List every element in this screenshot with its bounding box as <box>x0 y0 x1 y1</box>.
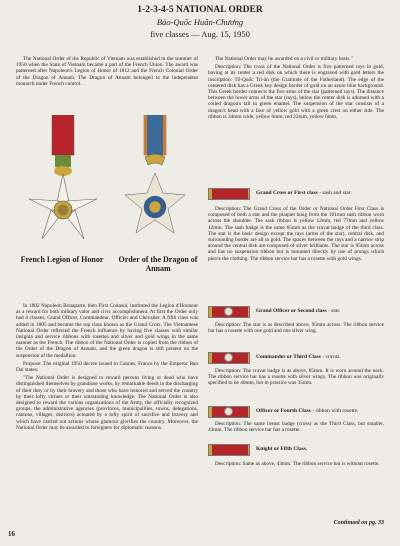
class-name: Commander or Third Class <box>256 354 321 360</box>
class-detail: - ribbon with rosette. <box>310 408 359 414</box>
rosette-icon <box>224 307 233 316</box>
rosette-icon <box>224 407 233 416</box>
third-class-paragraph: Description: The cravat badge is as above, 65mm. It is worn around the neck. The ribbon service bar has a rosette with silver wings. The ribbon was originally specified to be 40mm, but in practice was 35mm. <box>208 368 384 387</box>
cross-description-paragraph: Description: The cross of the National Order is five patterned rays in gold, having at its center a red disk on which there is engraved with gold letters the inscription: Tổ-Quốc Tri-ân (the Gratitude of the Fatherland). The edge of the centered disk has a Greek key design border of gold on an azure blue background. This Greek border connects the five arms of the star (patterned rays). The distance between the lower arms of the star (rays), below the center disk is adorned with a coiled dragon's tail in green enamel. The suspension of the star consists of a dragon's head with a face of yellow gold with a green crest on either side. The ribbon is 34mm wide, yellow 6mm, red 22mm, yellow 6mm. <box>208 64 384 120</box>
class-name: Knight or Fifth Class. <box>256 446 308 452</box>
left-column-history <box>16 303 198 433</box>
right-column-description <box>208 56 384 122</box>
continued-note: Continued on pg. 33 <box>333 520 384 526</box>
ribbon-row-second-class <box>208 306 384 318</box>
first-class-description <box>208 206 384 264</box>
class-name: Grand Officer or Second class <box>256 308 327 314</box>
ribbon-bar-image <box>208 188 250 200</box>
class-name: Officer or Fourth Class <box>256 408 311 414</box>
fifth-class-description <box>208 461 384 469</box>
ribbon-row-third-class <box>208 352 384 364</box>
history-paragraph: In 1802 Napoleon Bonaparte, then First Counsul, instituted the Legion d'Honneur as a reward for both military valor and civic accomplishment. At first the Order only had 4 classes; Grand Officer, Commandeur, Officier and Chevalier. A fifth class was added in 1805 and became the top class known as the Grand Croix. The Vietnamese National Order reflected the French influence by having five classes with similar insignia and service ribbons with rosettes and silver and gold wings in the same manner as the French. The ribbon of the National Order is copied from the ribbon of the Order of the Dragon of Annam, and the green dragon is still present on the suspension of the medallion. <box>16 303 198 359</box>
ribbon-row-fourth-class <box>208 406 384 418</box>
fourth-class-description <box>208 421 384 435</box>
left-column-intro <box>16 56 198 89</box>
fourth-class-paragraph: Description: The same breast badge (cross) as the Third Class, but smaller, 43mm. The ribbon service bar has a rosette. <box>208 421 384 434</box>
class-detail: - sash and star. <box>317 190 352 196</box>
article-subtitle: Bảo-Quốc Huân-Chương <box>156 17 244 27</box>
class-detail: - cravat. <box>320 354 341 360</box>
ribbon-row-first-class <box>208 188 384 200</box>
dragon-of-annam-medal-image <box>120 115 190 255</box>
first-class-paragraph: Description: The Grand Cross of the Order or National Order First Class is composed of both a star and the plaquet hung from the 101mm sash ribbon worn across the shoulder. The sash ribbon is yellow 12mm, red 77mm and yellow 12mm. The sash badge is the same 65mm as the cravat badge of the third class. The star is the basic design except the rays (arms of the star), central disk, and surrounding border are all in gold. The spaces between the rays and a narrow strip around the central disk are composed of silver brilliants. The star is 95mm across and has no suspension ribbon but is mounted directly by use of prongs which pierce the clothing. The ribbon service bar has a rosette with gold wings. <box>208 206 384 262</box>
civil-military-paragraph: The National Order may be awarded on a civil or military basis." <box>215 56 353 62</box>
class-detail: - star. <box>326 308 341 314</box>
legion-of-honor-medal-image <box>28 115 98 255</box>
caption-dragon-of-annam: Order of the Dragon of Annam <box>118 255 198 273</box>
second-class-description <box>208 322 384 336</box>
article-classes-date: five classes — Aug. 15, 1950 <box>150 29 250 39</box>
class-name: Grand Cross or First class <box>256 190 318 196</box>
ribbon-bar-image <box>208 444 250 456</box>
caption-legion-of-honor: French Legion of Honor <box>20 255 104 264</box>
intro-paragraph: The National Order of the Republic of Vietnam was established in the summer of 1950 when the State of Vietnam became a part of the French Union. The award was patterned after Napoleon's Legion of Honor of 1812 and the French Colonial Order of the Dragon of Annam. The Dragon of Annam belonged to the independent monarch under French control. <box>16 56 198 87</box>
purpose-paragraph: Purpose: The original 1950 decree issued in Cannes, France by the Emperor Bao Dai states: <box>16 360 198 374</box>
third-class-description <box>208 368 384 389</box>
page-number: 16 <box>8 530 15 538</box>
article-title: 1-2-3-4-5 NATIONAL ORDER <box>137 5 263 15</box>
second-class-paragraph: Description: The star is as described above, 95mm across. The ribbon service bar has a rosette with one gold and one silver wing. <box>208 322 384 335</box>
rosette-icon <box>224 353 233 362</box>
article-header <box>0 4 400 40</box>
ribbon-row-fifth-class <box>208 444 384 456</box>
decree-quote-paragraph: "The National Order is designed to reward persons living or dead who have distinguished themselves by grandiose works, by remarkable deeds in the discharging of their duty or by their bravery and those who have honored and served the country by their lofty virtues or their outstanding knowledge. The National Order is also designed to reward the various organizations of the Army, the officially recognized groups, the administrative agencies (provinces, municipalities, towns, delegations, cantons, villages, districts) actuated by a lofty spirit of sacrifice and bravery and which have carried out actions whose glamour glorifies the country. Moreover, the National Order may be awarded to foreigners for diplomatic reasons. <box>16 375 198 431</box>
fifth-class-paragraph: Description: Same as above, 43mm. The ribbon service bar is without rosette. <box>215 461 380 467</box>
medal-illustrations <box>16 115 198 300</box>
